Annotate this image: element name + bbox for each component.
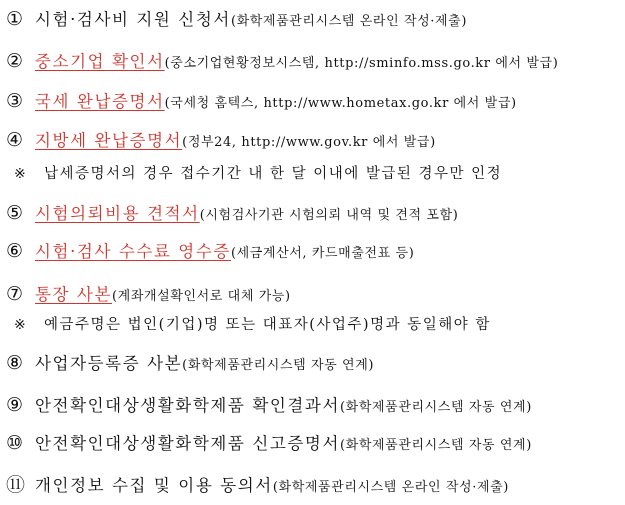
list-item-8 (6, 350, 621, 374)
item-detail: (화학제품관리시스템 온라인 작성·제출) (272, 480, 509, 495)
note-tax-certificate (14, 162, 621, 183)
list-item-6 (6, 238, 621, 262)
item-detail: (세금계산서, 카드매출전표 등) (230, 246, 415, 261)
note-text: 납세증명서의 경우 접수기간 내 한 달 이내에 발급된 경우만 인정 (44, 166, 503, 182)
list-item-1 (6, 6, 621, 30)
item-number: ⑩ (6, 432, 24, 454)
item-number: ④ (6, 129, 24, 151)
item-number: ① (6, 8, 24, 30)
item-detail: (계좌개설확인서로 대체 가능) (112, 289, 291, 304)
item-number: ⑤ (6, 202, 24, 224)
item-title: 사업자등록증 사본 (35, 354, 183, 373)
item-title: 중소기업 확인서 (35, 52, 165, 71)
item-title: 안전확인대상생활화학제품 확인결과서 (35, 396, 341, 415)
item-detail: (정부24, http://www.gov.kr 에서 발급) (182, 135, 436, 150)
item-number: ③ (6, 90, 24, 112)
item-title: 국세 완납증명서 (35, 92, 165, 111)
list-item-3 (6, 88, 621, 112)
item-title: 개인정보 수집 및 이용 동의서 (35, 476, 273, 495)
item-detail: (화학제품관리시스템 자동 연계) (182, 358, 375, 373)
note-account-holder (14, 313, 621, 334)
item-detail: (시험검사기관 시험의뢰 내역 및 견적 포함) (199, 208, 459, 223)
list-item-11 (6, 470, 621, 497)
item-number: ② (6, 50, 24, 72)
item-detail: (중소기업현황정보시스템, http://sminfo.mss.go.kr 에서 발급) (164, 56, 559, 71)
item-number: ⑧ (6, 352, 24, 374)
item-detail: (화학제품관리시스템 자동 연계) (340, 400, 532, 415)
list-item-7 (6, 281, 621, 305)
list-item-9 (6, 392, 621, 416)
item-number: ⑨ (6, 394, 24, 416)
item-number: ⑥ (6, 240, 24, 262)
item-title: 시험·검사 수수료 영수증 (35, 242, 231, 261)
note-mark: ※ (14, 166, 28, 182)
list-item-10 (6, 430, 621, 454)
list-item-5 (6, 200, 621, 224)
item-number: ⑪ (6, 474, 26, 496)
item-title: 시험·검사비 지원 신청서 (35, 10, 231, 29)
note-mark: ※ (14, 317, 28, 333)
item-title: 지방세 완납증명서 (35, 131, 183, 150)
item-detail: (화학제품관리시스템 자동 연계) (340, 438, 532, 453)
item-title: 통장 사본 (35, 285, 113, 304)
item-detail: (화학제품관리시스템 온라인 작성·제출) (230, 14, 468, 29)
item-detail: (국세청 홈텍스, http://www.hometax.go.kr 에서 발급) (164, 96, 517, 111)
item-title: 시험의뢰비용 견적서 (35, 204, 200, 223)
item-title: 안전확인대상생활화학제품 신고증명서 (35, 434, 341, 453)
note-text: 예금주명은 법인(기업)명 또는 대표자(사업주)명과 동일해야 함 (44, 317, 491, 333)
list-item-4 (6, 127, 621, 151)
item-number: ⑦ (6, 283, 24, 305)
list-item-2 (6, 48, 621, 72)
